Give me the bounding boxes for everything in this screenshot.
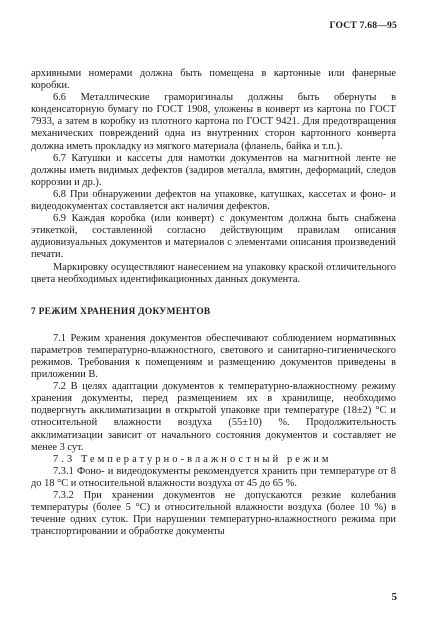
paragraph-6-6: 6.6 Металлические граморигиналы должны быть обернуты в конденсаторную бумагу по ГОСТ 1908, уложены в конверт из картона по ГОСТ 7933, а затем в коробку из плотного картона по ГОСТ 9421. Для предотвращения механических повреждений одна из внутренних сторон картонного конверта должна иметь прокладку из мягкого материала (фланель, байка и т.п.).: [31, 92, 396, 152]
page-header: ГОСТ 7.68—95: [329, 20, 397, 31]
paragraph-7-1: 7.1 Режим хранения документов обеспечивают соблюдением нормативных параметров температурно-влажностного, светового и санитарно-гигиенического режимов. Требования к помещениям и размещению документов приведены в приложении В.: [31, 332, 396, 381]
paragraph-6-7: 6.7 Катушки и кассеты для намотки документов на магнитной ленте не должны иметь видимых дефектов (задиров металла, вмятин, деформаций, следов коррозии и др.).: [31, 152, 396, 188]
paragraph-6-9: 6.9 Каждая коробка (или конверт) с документом должна быть снабжена этикеткой, составленной согласно действующим правилам описания аудиовизуальных документов и материалов с элементами описания произведений печати.: [31, 213, 396, 261]
paragraph-7-3-1: 7.3.1 Фоно- и видеодокументы рекомендуется хранить при температуре от 8 до 18 °С и относительной влажности воздуха от 45 до 65 %.: [31, 465, 396, 489]
paragraph-7-2: 7.2 В целях адаптации документов к температурно-влажностному режиму хранения документы, перед размещением их в хранилище, необходимо подвергнуть акклиматизации в открытой упаковке при температуре (18±2) °С и относительной влажности воздуха (55±10) %. Продолжительность акклиматизации зависит от начального состояния документов и составляет не менее 3 сут.: [31, 381, 396, 453]
paragraph-6-8: 6.8 При обнаружении дефектов на упаковке, катушках, кассетах и фоно- и видеодокументах составляется акт наличия дефектов.: [31, 188, 396, 213]
subheading-7-3: 7.3 Температурно-влажностный режим: [53, 453, 332, 465]
paragraph-marking: Маркировку осуществляют нанесением на упаковку краской отличительного цвета необходимых идентификационных данных документа.: [31, 261, 396, 285]
page-number: 5: [391, 591, 397, 603]
paragraph-continuation: архивными номерами должна быть помещена в картонные или фанерные коробки.: [31, 68, 396, 92]
paragraph-7-3-2: 7.3.2 При хранении документов не допускаются резкие колебания температуры (более 5 °С) и относительной влажности воздуха (более 10 %) в течение одних суток. При нарушении температурно-влажностного режима при транспортировании и обработке документы: [31, 490, 396, 538]
page-body: [31, 68, 396, 538]
section-heading: 7 РЕЖИМ ХРАНЕНИЯ ДОКУМЕНТОВ: [31, 306, 211, 317]
